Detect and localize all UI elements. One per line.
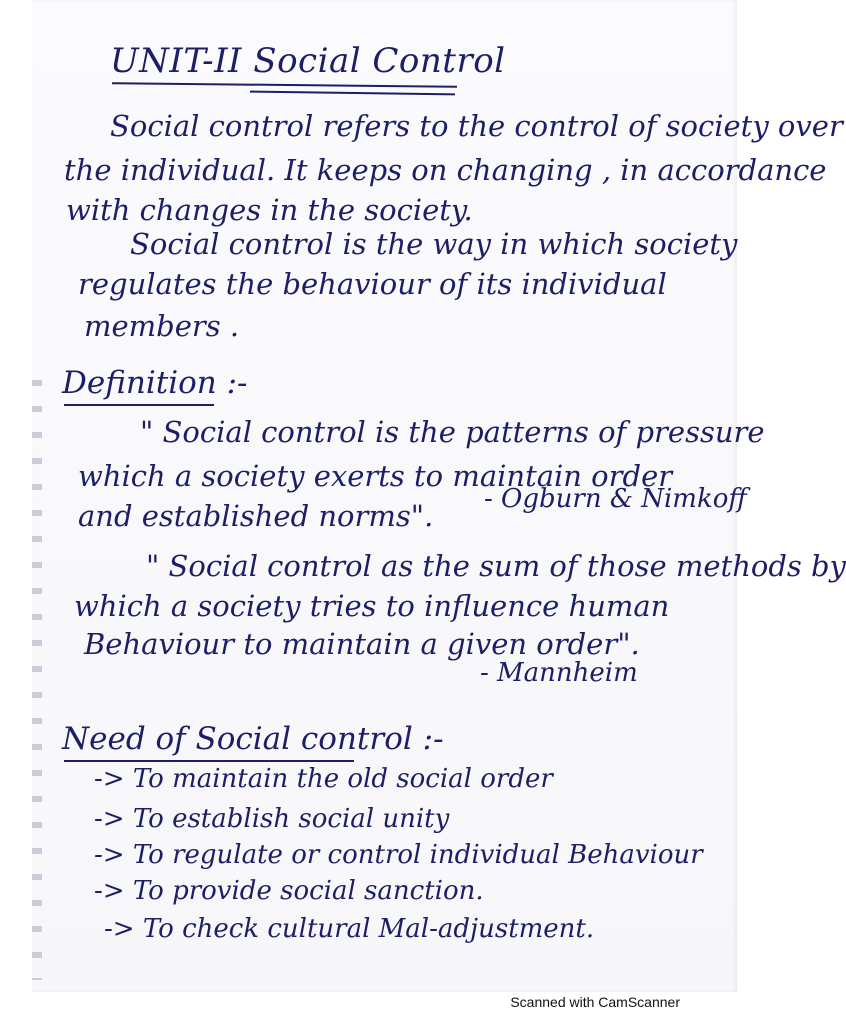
intro-line-3: with changes in the society. <box>66 193 473 227</box>
margin-marks <box>32 360 42 980</box>
quote2-line-1: " Social control as the sum of those methods by <box>146 549 846 583</box>
intro-line-1: Social control refers to the control of society over <box>110 109 843 143</box>
need-heading: Need of Social control :- <box>62 721 444 757</box>
quote1-line-3: and established norms". <box>78 499 434 533</box>
intro-line-6: members . <box>84 309 240 343</box>
intro-line-4: Social control is the way in which society <box>130 227 738 261</box>
quote2-author: - Mannheim <box>480 658 638 688</box>
need-item-2: -> To establish social unity <box>94 804 450 834</box>
need-item-5: -> To check cultural Mal-adjustment. <box>104 914 595 944</box>
quote2-line-3: Behaviour to maintain a given order". <box>84 627 640 661</box>
quote1-line-1: " Social control is the patterns of pressure <box>140 415 765 449</box>
definition-heading-underline <box>64 404 214 406</box>
need-item-4: -> To provide social sanction. <box>94 876 484 906</box>
quote2-line-2: which a society tries to influence human <box>74 589 670 623</box>
need-item-1: -> To maintain the old social order <box>94 764 553 794</box>
intro-line-2: the individual. It keeps on changing , in accordance <box>64 153 827 187</box>
need-heading-underline <box>64 760 354 762</box>
need-item-3: -> To regulate or control individual Behaviour <box>94 840 703 870</box>
quote1-line-2: which a society exerts to maintain order <box>78 459 673 493</box>
definition-heading: Definition :- <box>62 365 248 401</box>
quote1-author: - Ogburn & Nimkoff <box>484 484 747 514</box>
intro-line-5: regulates the behaviour of its individual <box>78 267 667 301</box>
page-title: UNIT-II Social Control <box>110 41 506 81</box>
camscanner-label: Scanned with CamScanner <box>510 994 680 1010</box>
